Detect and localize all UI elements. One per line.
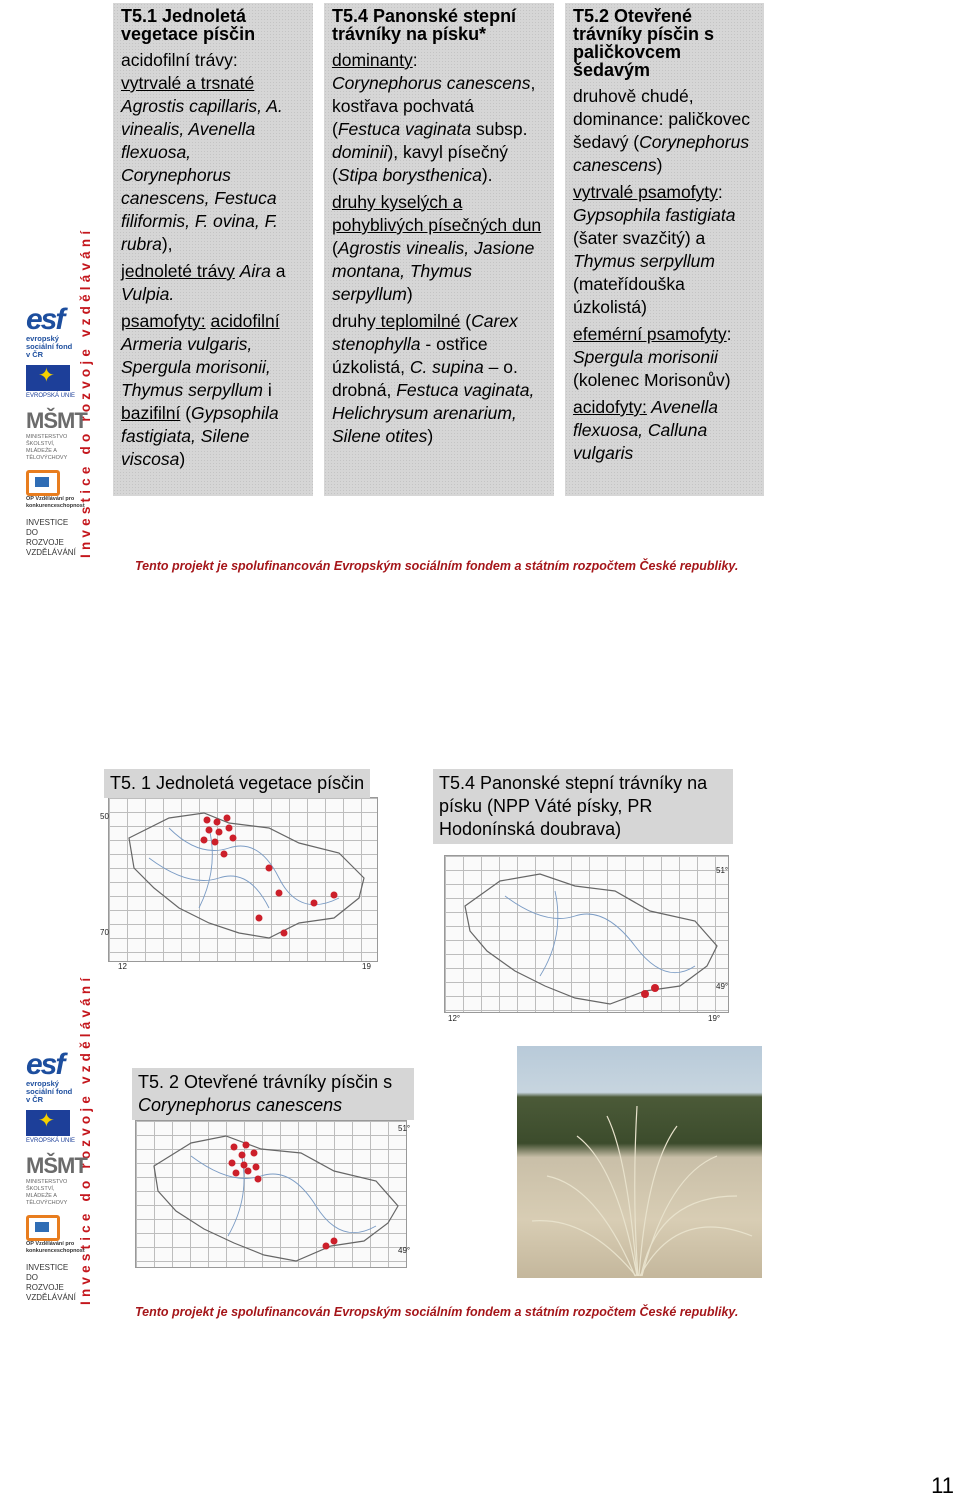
card-t5-1	[113, 3, 313, 496]
op-vk-logo-icon	[26, 470, 60, 496]
card-paragraph	[332, 310, 546, 448]
text-span: Festuca vaginata, Helichrysum arenarium, Silene otites	[332, 380, 535, 446]
card-paragraph	[121, 260, 305, 306]
steppe-grass-photo	[517, 1046, 762, 1278]
text-span: :	[726, 324, 732, 344]
map1-ytick-bottom: 70	[100, 928, 109, 937]
text-span: Carex stenophylla	[332, 311, 518, 354]
occurrence-dots	[229, 1142, 338, 1250]
card-paragraph	[573, 396, 756, 465]
map-outline	[136, 1121, 411, 1269]
card-paragraph	[121, 49, 305, 256]
esf-logo-caption: evropský sociální fond v ČR	[26, 1079, 73, 1104]
text-span: :	[412, 50, 418, 70]
map1-ytick-top: 50	[100, 812, 109, 821]
text-span: Corynephorus canescens	[138, 1095, 343, 1115]
map-label-t5-4: T5.4 Panonské stepní trávníky na písku (NPP Váté písky, PR Hodonínská doubrava)	[433, 769, 733, 844]
esf-logo-caption: evropský sociální fond v ČR	[26, 334, 73, 359]
op-caption: OP Vzdělávání pro konkurenceschopnost	[26, 496, 85, 509]
map2-xtick-last: 19°	[708, 1014, 721, 1023]
text-span: vytrvalé psamofyty	[573, 182, 718, 202]
text-span: (	[180, 403, 192, 423]
card-paragraph	[332, 191, 546, 306]
msmt-logo: MŠMT	[26, 408, 87, 433]
funding-footer: Tento projekt je spolufinancován Evropským sociálním fondem a státním rozpočtem České republiky.	[135, 1305, 739, 1319]
funding-footer: Tento projekt je spolufinancován Evropským sociálním fondem a státním rozpočtem České republiky.	[135, 559, 739, 573]
grass-illustration	[517, 1046, 762, 1278]
text-span: acidofyty:	[573, 397, 647, 417]
logo-column	[26, 303, 87, 558]
text-span: bazifilní	[121, 403, 181, 423]
occurrence-dots	[201, 815, 338, 937]
map1-xtick-last: 19	[362, 962, 371, 971]
logo-column	[26, 1048, 87, 1303]
investice-caption: INVESTICE DO ROZVOJE VZDĚLÁVÁNÍ	[26, 1263, 76, 1302]
text-span: )	[427, 426, 434, 446]
text-span: )	[179, 449, 186, 469]
map-label-t5-2	[132, 1068, 414, 1120]
text-span: Avenella flexuosa, Calluna vulgaris	[573, 397, 718, 463]
text-span: druhy	[332, 311, 376, 331]
text-span: vytrvalé a trsnaté	[121, 73, 255, 93]
text-span: efemérní psamofyty	[573, 324, 727, 344]
msmt-logo: MŠMT	[26, 1153, 87, 1178]
text-span: (šater svazčitý) a	[573, 228, 706, 248]
distribution-map-t5-1	[108, 797, 378, 962]
card-title: T5.4 Panonské stepní trávníky na písku*	[332, 6, 517, 44]
text-span: subsp.	[471, 119, 528, 139]
sidebar-investice-text: Investice do rozvoje vzdělávání	[78, 973, 93, 1305]
text-span: Spergula morisonii	[573, 347, 718, 367]
card-paragraph	[573, 323, 756, 392]
eu-caption: EVROPSKÁ UNIE	[26, 393, 76, 399]
text-span: )	[656, 155, 663, 175]
text-span: teplomilné	[375, 311, 461, 331]
card-title: T5.1 Jednoletá vegetace písčin	[121, 6, 256, 44]
text-span: Corynephorus canescens	[332, 73, 531, 93]
msmt-caption: MINISTERSTVO ŠKOLSTVÍ, MLÁDEŽE A TĚLOVÝCHOVY	[26, 1179, 68, 1206]
eu-caption: EVROPSKÁ UNIE	[26, 1138, 76, 1144]
investice-caption: INVESTICE DO ROZVOJE VZDĚLÁVÁNÍ	[26, 518, 76, 557]
text-span: Aira	[239, 261, 271, 281]
card-paragraph	[332, 49, 546, 187]
distribution-map-t5-2	[135, 1120, 407, 1268]
msmt-caption: MINISTERSTVO ŠKOLSTVÍ, MLÁDEŽE A TĚLOVÝCHOVY	[26, 434, 68, 461]
card-paragraph	[573, 85, 756, 177]
text-span: dominanty	[332, 50, 413, 70]
text-span: Gypsophila fastigiata	[573, 205, 736, 225]
text-span: T5. 2 Otevřené trávníky písčin s	[138, 1072, 393, 1092]
text-span: Festuca vaginata	[337, 119, 472, 139]
text-span: acidofilní trávy:	[121, 50, 238, 70]
map2-xtick-first: 12°	[448, 1014, 461, 1023]
eu-flag-icon: ✦	[26, 1110, 70, 1136]
text-span: psamofyty:	[121, 311, 206, 331]
card-paragraph	[121, 310, 305, 471]
text-span: Armeria vulgaris, Spergula morisonii, Thymus serpyllum	[121, 334, 271, 400]
text-span: Stipa borysthenica	[337, 165, 482, 185]
card-paragraph	[573, 181, 756, 319]
esf-logo: esf	[26, 1048, 64, 1081]
text-span: – o. drobná,	[332, 357, 518, 400]
text-span: (	[460, 311, 472, 331]
text-span: dominii	[332, 142, 388, 162]
card-t5-4	[324, 3, 554, 496]
text-span: a	[270, 261, 286, 281]
esf-logo: esf	[26, 303, 64, 336]
map3-ytick-bottom: 49°	[398, 1246, 411, 1255]
text-span: i	[262, 380, 272, 400]
distribution-map-t5-4	[444, 855, 729, 1013]
occurrence-dot	[651, 984, 659, 992]
text-span: (	[332, 238, 338, 258]
text-span: , kostřava pochvatá (	[332, 73, 536, 139]
text-span: druhy kyselých a pohyblivých písečných dun	[332, 192, 542, 235]
map3-ytick-top: 51°	[398, 1124, 411, 1133]
text-span: Corynephorus canescens	[573, 132, 750, 175]
sidebar-investice-text: Investice do rozvoje vzdělávání	[78, 226, 93, 558]
text-span: :	[717, 182, 723, 202]
occurrence-dot	[641, 990, 649, 998]
text-span: Gypsophila fastigiata, Silene viscosa	[121, 403, 279, 469]
text-span: jednoleté trávy	[121, 261, 235, 281]
map2-ytick-bottom: 49°	[716, 982, 729, 991]
card-title: T5.2 Otevřené trávníky písčin s paličkovcem šedavým	[573, 6, 715, 80]
op-vk-logo-icon	[26, 1215, 60, 1241]
text-span: Thymus serpyllum	[573, 251, 715, 271]
text-span: Agrostis capillaris, A. vinealis, Avenella flexuosa, Corynephorus canescens, Festuca filiformis, F. ovina, F. rubra	[121, 96, 283, 254]
text-span: (kolenec Morisonův)	[573, 370, 731, 390]
text-span: Vulpia.	[121, 284, 175, 304]
text-span: (mateřídouška úzkolistá)	[573, 274, 685, 317]
map-outline	[445, 856, 730, 1014]
card-t5-2	[565, 3, 764, 496]
map-label-t5-1: T5. 1 Jednoletá vegetace písčin	[104, 769, 370, 798]
text-span: - ostřice úzkolistá,	[332, 334, 488, 377]
map-outline	[109, 798, 379, 963]
eu-flag-icon: ✦	[26, 365, 70, 391]
text-span: ),	[161, 234, 173, 254]
page-number: 11	[931, 1473, 954, 1498]
map1-xtick-first: 12	[118, 962, 127, 971]
text-span: acidofilní	[210, 311, 280, 331]
op-caption: OP Vzdělávání pro konkurenceschopnost	[26, 1241, 85, 1254]
text-span: )	[406, 284, 413, 304]
map2-ytick-top: 51°	[716, 866, 729, 875]
text-span: Agrostis vinealis, Jasione montana, Thymus serpyllum	[332, 238, 535, 304]
text-span: ).	[481, 165, 493, 185]
text-span: druhově chudé, dominance: paličkovec šedavý (	[573, 86, 751, 152]
text-span: ), kavyl písečný (	[332, 142, 509, 185]
text-span: C. supina	[409, 357, 484, 377]
